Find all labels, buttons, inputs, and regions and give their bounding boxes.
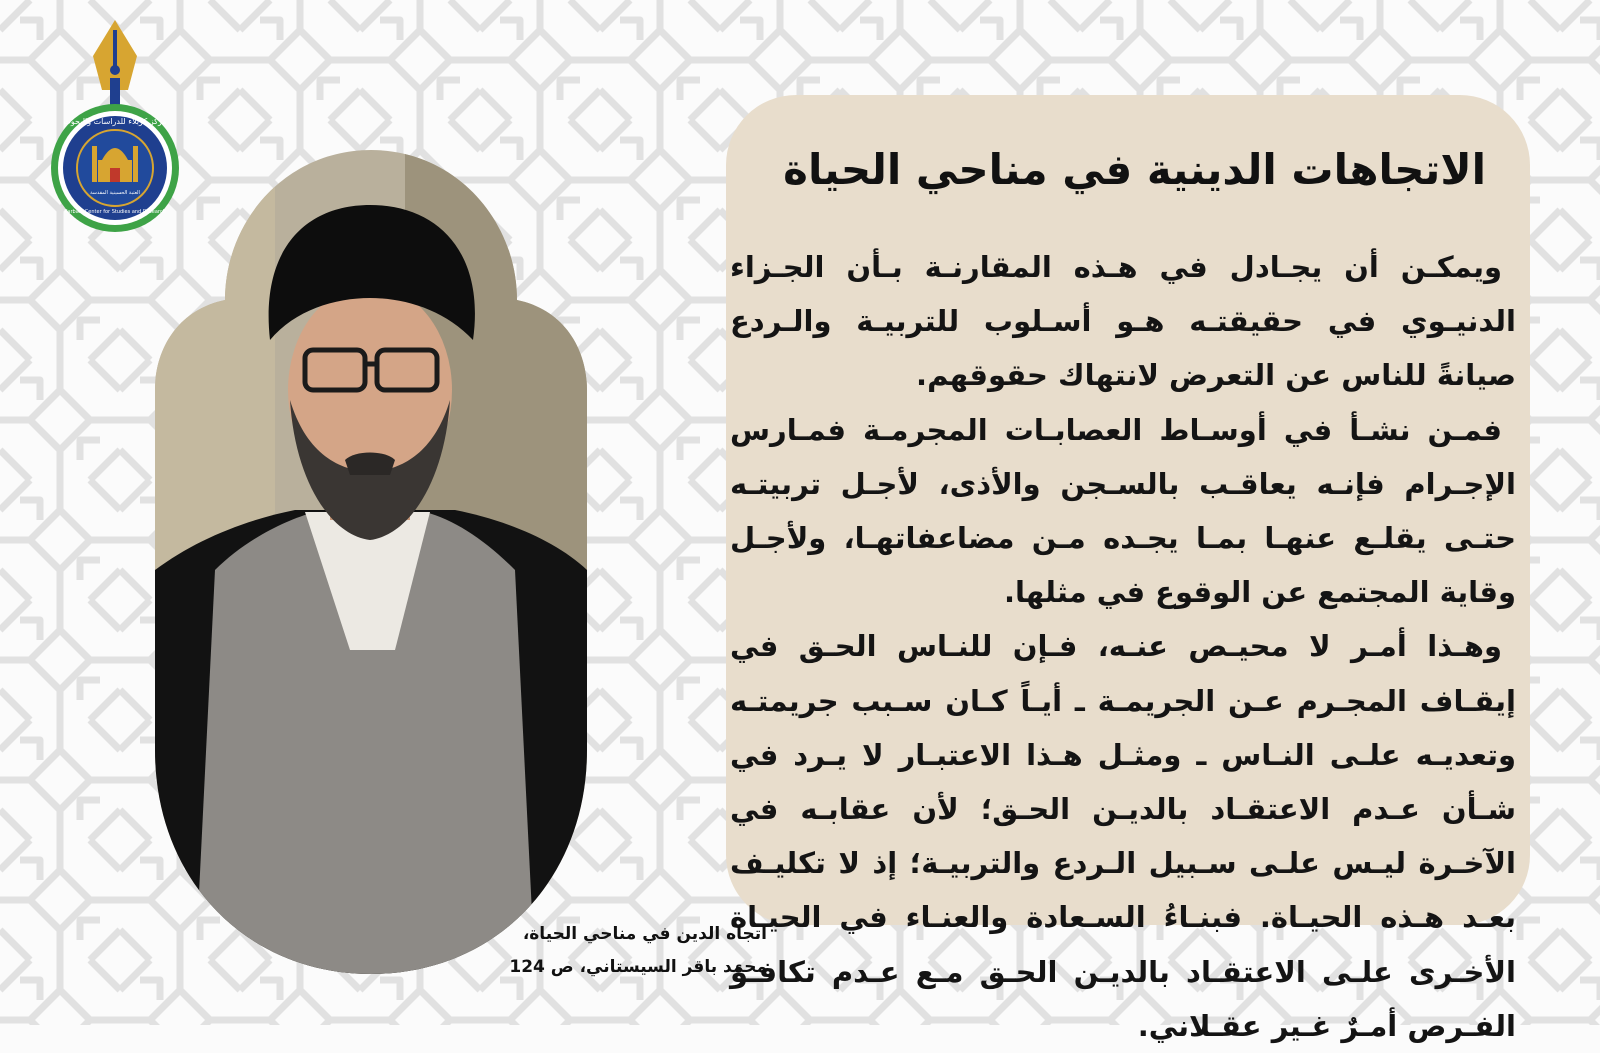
article-title: الاتجاهات الدينية في مناحي الحياة [783,145,1486,194]
logo-english-text: Karbala Center for Studies and Research [64,209,166,215]
paragraph-1: ويمكـن أن يجـادل في هـذه المقارنـة بـأن الجـزاء الدنيـوي في حقيقتـه هـو أسـلوب للتربيـة والـردع صيانةً للناس عن التعرض لانتهاك حقوقهم. [730,250,1516,393]
logo-center-text: العتبة الحسينية المقدسة [90,190,140,196]
paragraph-2: فمـن نشـأ في أوسـاط العصابـات المجرمـة فمـارس الإجـرام فإنـه يعاقـب بالسـجن والأذى، لأجـل تربيتـه حتـى يقلـع عنهـا بمـا يجـده مـن مضاعفاتهـا، ولأجـل وقاية المجتمع عن الوقوع في مثلها. [730,412,1516,610]
citation [475,918,767,984]
citation-author: محمد باقر السيستاني، ص 124 [509,957,767,977]
citation-title: اتجاه الدين في مناحي الحياة، [522,924,767,944]
author-portrait [155,150,587,974]
logo-arc-text: مركز كربلاء للدراسات والبحوث [63,117,167,126]
article-body [730,240,1516,1053]
paragraph-3: وهـذا أمـر لا محيـص عنـه، فـإن للنـاس الحـق في إيقـاف المجـرم عـن الجريمـة ـ أيـاً كـان سـبب جريمتـه وتعديـه علـى النـاس ـ ومثـل هـذا الاعتبـار لا يـرد في شـأن عـدم الاعتقـاد بالديـن الحـق؛ لأن عقابـه في الآخـرة ليـس علـى سـبيل الـردع والتربيـة؛ إذ لا تكليـف بعـد هـذه الحيـاة. فبنـاءُ السـعادة والعنـاء في الحيـاة الأخـرى علـى الاعتقـاد بالديـن الحـق مـع عـدم تكافـؤ الفـرص أمـرٌ غـير عقـلاني. [730,629,1516,1043]
